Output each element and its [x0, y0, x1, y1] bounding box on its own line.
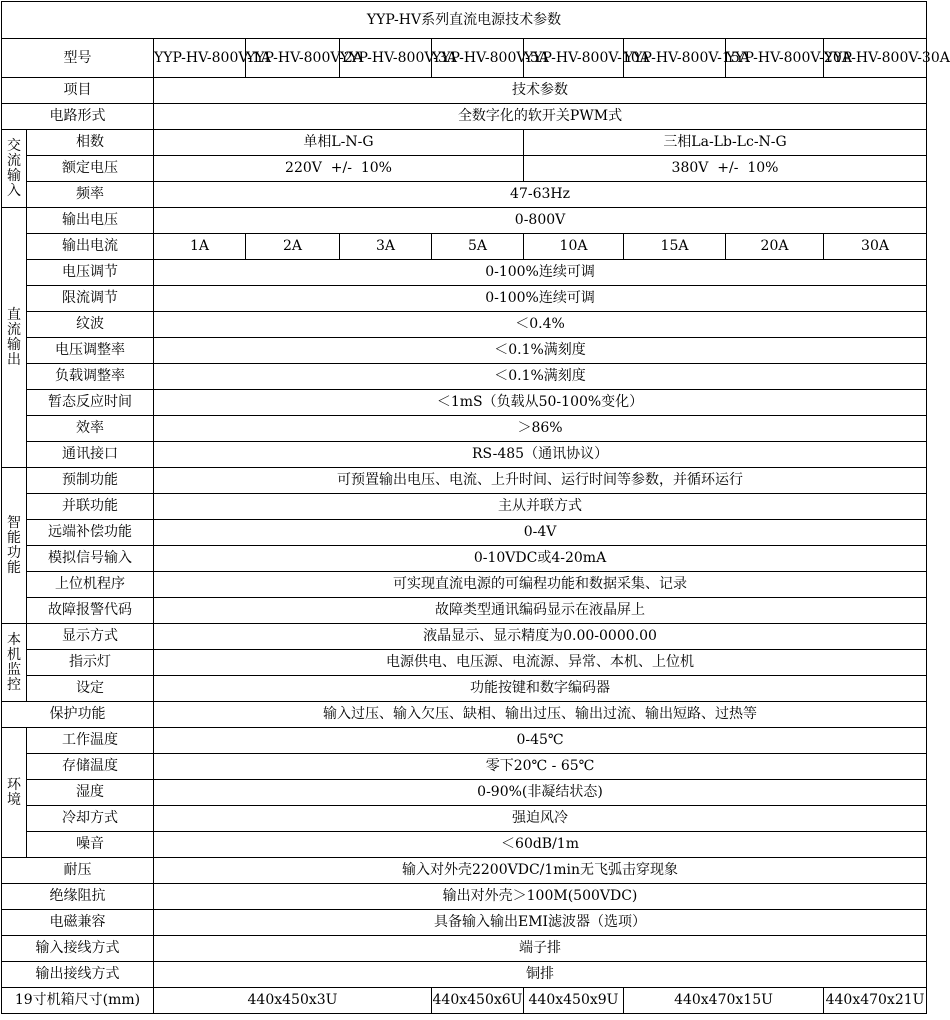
out-current-cell: 10A	[524, 234, 624, 260]
host-value: 可实现直流电源的可编程功能和数据采集、记录	[154, 572, 927, 598]
freq-value: 47-63Hz	[154, 182, 927, 208]
table-row	[2, 650, 927, 676]
i-limit-value: 0-100%连续可调	[154, 286, 927, 312]
v-adj-value: 0-100%连续可调	[154, 260, 927, 286]
table-row	[2, 312, 927, 338]
title-row	[2, 2, 927, 39]
circuit-label: 电路形式	[2, 104, 154, 130]
remote-value: 0-4V	[154, 520, 927, 546]
table-row	[2, 364, 927, 390]
phase-three: 三相La-Lb-Lc-N-G	[524, 130, 927, 156]
item-value: 技术参数	[154, 78, 927, 104]
model-cell: YYP-HV-800V-15A	[624, 39, 726, 78]
phase-single: 单相L-N-G	[154, 130, 524, 156]
chassis-cell: 440x470x21U	[824, 988, 927, 1014]
humidity-label: 湿度	[27, 780, 154, 806]
table-row	[2, 156, 927, 182]
model-cell: YYP-HV-800V-5A	[432, 39, 524, 78]
insulation-value: 输出对外壳＞100M(500VDC)	[154, 884, 927, 910]
emc-label: 电磁兼容	[2, 910, 154, 936]
cooling-value: 强迫风冷	[154, 806, 927, 832]
v-reg-value: ＜0.1%满刻度	[154, 338, 927, 364]
table-row	[2, 182, 927, 208]
group-label-dc-output: 直流输出	[2, 208, 27, 468]
table-row	[2, 234, 927, 260]
group-label-smart: 智能功能	[2, 468, 27, 624]
out-current-label: 输出电流	[27, 234, 154, 260]
comm-value: RS-485（通讯协议）	[154, 442, 927, 468]
model-cell: YYP-HV-800V-10A	[524, 39, 624, 78]
transient-label: 暂态反应时间	[27, 390, 154, 416]
out-current-cell: 2A	[246, 234, 340, 260]
store-temp-label: 存储温度	[27, 754, 154, 780]
model-cell: YYP-HV-800V-3A	[340, 39, 432, 78]
table-row	[2, 910, 927, 936]
indicator-value: 电源供电、电压源、电流源、异常、本机、上位机	[154, 650, 927, 676]
table-row	[2, 754, 927, 780]
table-row	[2, 962, 927, 988]
withstand-value: 输入对外壳2200VDC/1min无飞弧击穿现象	[154, 858, 927, 884]
circuit-value: 全数字化的软开关PWM式	[154, 104, 927, 130]
chassis-cell: 440x450x6U	[432, 988, 524, 1014]
withstand-label: 耐压	[2, 858, 154, 884]
table-row	[2, 676, 927, 702]
out-voltage-label: 输出电压	[27, 208, 154, 234]
table-row	[2, 702, 927, 728]
store-temp-value: 零下20℃ - 65℃	[154, 754, 927, 780]
efficiency-value: ＞86%	[154, 416, 927, 442]
i-limit-label: 限流调节	[27, 286, 154, 312]
out-voltage-value: 0-800V	[154, 208, 927, 234]
table-row	[2, 884, 927, 910]
model-cell: YYP-HV-800V-30A	[824, 39, 927, 78]
analog-label: 模拟信号输入	[27, 546, 154, 572]
out-current-cell: 1A	[154, 234, 246, 260]
table-row	[2, 988, 927, 1014]
humidity-value: 0-90%(非凝结状态)	[154, 780, 927, 806]
work-temp-label: 工作温度	[27, 728, 154, 754]
display-label: 显示方式	[27, 624, 154, 650]
spec-table	[1, 1, 950, 1014]
model-cell: YYP-HV-800V-2A	[246, 39, 340, 78]
table-title: YYP-HV系列直流电源技术参数	[2, 2, 927, 39]
table-row	[2, 260, 927, 286]
voltage-label: 额定电压	[27, 156, 154, 182]
analog-value: 0-10VDC或4-20mA	[154, 546, 927, 572]
table-row	[2, 468, 927, 494]
indicator-label: 指示灯	[27, 650, 154, 676]
phase-label: 相数	[27, 130, 154, 156]
setting-value: 功能按键和数字编码器	[154, 676, 927, 702]
transient-value: ＜1mS（负载从50-100%变化）	[154, 390, 927, 416]
table-row	[2, 806, 927, 832]
chassis-cell: 440x470x15U	[624, 988, 824, 1014]
voltage-single: 220V +/- 10%	[154, 156, 524, 182]
emc-value: 具备输入输出EMI滤波器（选项）	[154, 910, 927, 936]
table-row	[2, 286, 927, 312]
model-cell: YYP-HV-800V-20A	[726, 39, 824, 78]
table-row	[2, 104, 927, 130]
table-row	[2, 598, 927, 624]
load-reg-value: ＜0.1%满刻度	[154, 364, 927, 390]
preset-value: 可预置输出电压、电流、上升时间、运行时间等参数，并循环运行	[154, 468, 927, 494]
table-row	[2, 208, 927, 234]
table-row	[2, 338, 927, 364]
chassis-label: 19寸机箱尺寸(mm)	[2, 988, 154, 1014]
table-row	[2, 546, 927, 572]
setting-label: 设定	[27, 676, 154, 702]
comm-label: 通讯接口	[27, 442, 154, 468]
table-row	[2, 832, 927, 858]
table-row	[2, 78, 927, 104]
work-temp-value: 0-45℃	[154, 728, 927, 754]
out-current-cell: 3A	[340, 234, 432, 260]
table-row	[2, 494, 927, 520]
cooling-label: 冷却方式	[27, 806, 154, 832]
protection-value: 输入过压、输入欠压、缺相、输出过压、输出过流、输出短路、过热等	[154, 702, 927, 728]
fault-value: 故障类型通讯编码显示在液晶屏上	[154, 598, 927, 624]
noise-value: ＜60dB/1m	[154, 832, 927, 858]
parallel-label: 并联功能	[27, 494, 154, 520]
model-row	[2, 39, 927, 78]
table-row	[2, 572, 927, 598]
protection-label: 保护功能	[2, 702, 154, 728]
output-wiring-value: 铜排	[154, 962, 927, 988]
item-label: 项目	[2, 78, 154, 104]
parallel-value: 主从并联方式	[154, 494, 927, 520]
table-row	[2, 624, 927, 650]
display-value: 液晶显示、显示精度为0.00-0000.00	[154, 624, 927, 650]
table-row	[2, 416, 927, 442]
table-row	[2, 520, 927, 546]
ripple-value: ＜0.4%	[154, 312, 927, 338]
model-label: 型号	[2, 39, 154, 78]
insulation-label: 绝缘阻抗	[2, 884, 154, 910]
out-current-cell: 30A	[824, 234, 927, 260]
v-adj-label: 电压调节	[27, 260, 154, 286]
freq-label: 频率	[27, 182, 154, 208]
table-row	[2, 858, 927, 884]
table-row	[2, 442, 927, 468]
out-current-cell: 20A	[726, 234, 824, 260]
chassis-cell: 440x450x9U	[524, 988, 624, 1014]
table-row	[2, 728, 927, 754]
load-reg-label: 负载调整率	[27, 364, 154, 390]
host-label: 上位机程序	[27, 572, 154, 598]
table-row	[2, 936, 927, 962]
fault-label: 故障报警代码	[27, 598, 154, 624]
table-row	[2, 130, 927, 156]
noise-label: 噪音	[27, 832, 154, 858]
output-wiring-label: 输出接线方式	[2, 962, 154, 988]
input-wiring-value: 端子排	[154, 936, 927, 962]
table-row	[2, 390, 927, 416]
efficiency-label: 效率	[27, 416, 154, 442]
model-cell: YYP-HV-800V-1A	[154, 39, 246, 78]
group-label-ac-input: 交流输入	[2, 130, 27, 208]
group-label-monitor: 本机监控	[2, 624, 27, 702]
voltage-three: 380V +/- 10%	[524, 156, 927, 182]
chassis-cell: 440x450x3U	[154, 988, 432, 1014]
table-row	[2, 780, 927, 806]
group-label-environment: 环境	[2, 728, 27, 858]
ripple-label: 纹波	[27, 312, 154, 338]
remote-label: 远端补偿功能	[27, 520, 154, 546]
input-wiring-label: 输入接线方式	[2, 936, 154, 962]
out-current-cell: 5A	[432, 234, 524, 260]
out-current-cell: 15A	[624, 234, 726, 260]
v-reg-label: 电压调整率	[27, 338, 154, 364]
preset-label: 预制功能	[27, 468, 154, 494]
